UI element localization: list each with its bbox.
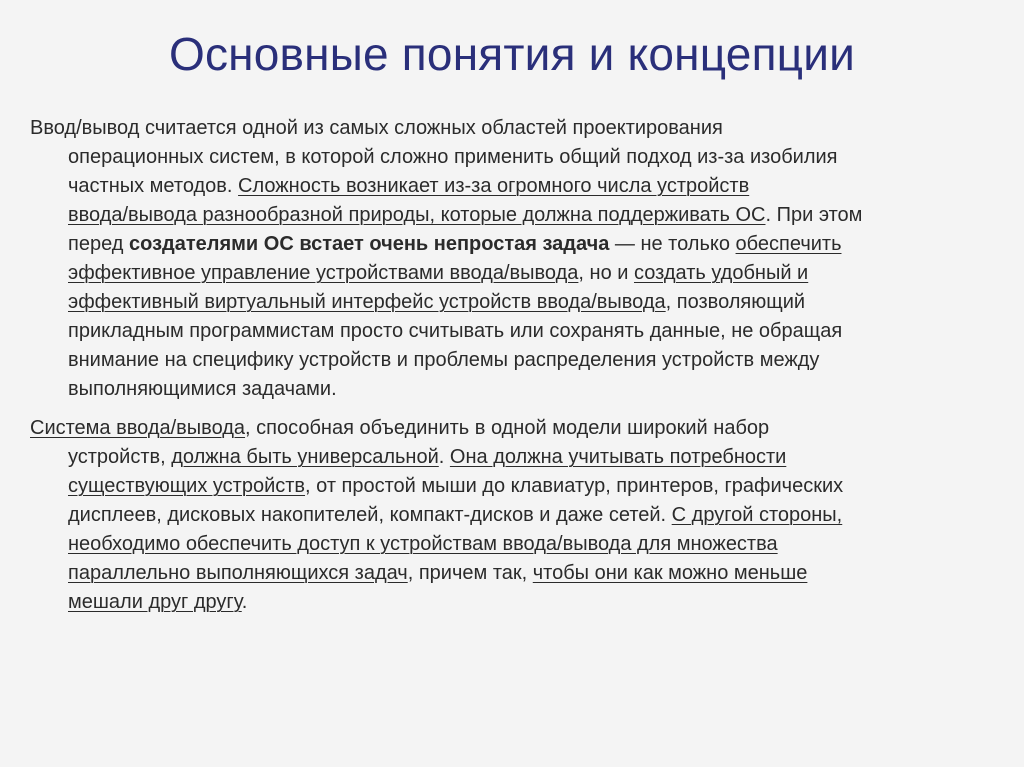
text-run: выполняющимися задачами. [68, 378, 337, 400]
underlined-phrase: эффективный виртуальный интерфейс устройств ввода/вывода [68, 291, 666, 313]
underlined-phrase: эффективное управление устройствами ввода/вывода [68, 262, 579, 284]
underlined-phrase: должна быть универсальной [171, 446, 439, 468]
text-line [30, 559, 970, 588]
underlined-phrase: Она должна учитывать потребности [449, 446, 787, 468]
underlined-phrase: чтобы они как можно меньше [532, 562, 808, 584]
text-line [30, 172, 970, 201]
text-run: , но и [578, 262, 634, 284]
text-line [30, 114, 970, 143]
underlined-phrase: мешали друг другу [68, 591, 242, 613]
underlined-phrase: создать удобный и [633, 262, 809, 284]
text-run: перед [68, 233, 129, 255]
underlined-phrase: С другой стороны, [671, 504, 843, 526]
paragraph-io-system [30, 414, 970, 617]
underlined-phrase: Сложность возникает из-за огромного числа устройств [238, 175, 750, 197]
text-line [30, 501, 970, 530]
text-line [30, 317, 970, 346]
slide-title: Основные понятия и концепции [168, 28, 856, 80]
text-run: внимание на специфику устройств и проблемы распределения устройств между [68, 349, 820, 371]
text-line [30, 414, 970, 443]
underlined-phrase: Система ввода/вывода [30, 417, 246, 439]
text-run: . [438, 446, 450, 468]
text-run: , причем так, [407, 562, 533, 584]
text-run: , позволяющий [665, 291, 806, 313]
text-run: , от простой мыши до клавиатур, принтеров, графических [305, 475, 844, 497]
underlined-phrase: необходимо обеспечить доступ к устройствам ввода/вывода для множества [68, 533, 778, 555]
text-line [30, 230, 970, 259]
text-run: Ввод/вывод считается одной из самых сложных областей проектирования [30, 117, 723, 139]
text-line [30, 588, 970, 617]
text-run: устройств, [68, 446, 172, 468]
underlined-phrase: параллельно выполняющихся задач [68, 562, 408, 584]
underlined-phrase: существующих устройств [68, 475, 306, 497]
text-line [30, 346, 970, 375]
paragraph-io-complexity [30, 114, 970, 404]
underlined-phrase: ввода/вывода разнообразной природы, которые должна поддерживать ОС [68, 204, 766, 226]
text-run: . При этом [765, 204, 863, 226]
text-line [30, 375, 970, 404]
text-line [30, 288, 970, 317]
bold-phrase: создателями ОС встает очень непростая задача [129, 233, 610, 255]
text-run: операционных систем, в которой сложно применить общий подход из-за изобилия [68, 146, 838, 168]
text-run: . [241, 591, 248, 613]
text-line [30, 259, 970, 288]
text-run: прикладным программистам просто считывать или сохранять данные, не обращая [68, 320, 843, 342]
text-line [30, 472, 970, 501]
text-run: — не только [609, 233, 736, 255]
text-run: дисплеев, дисковых накопителей, компакт-дисков и даже сетей. [68, 504, 672, 526]
underlined-phrase: обеспечить [735, 233, 842, 255]
text-line [30, 530, 970, 559]
text-line [30, 143, 970, 172]
text-line [30, 443, 970, 472]
text-run: , способная объединить в одной модели широкий набор [245, 417, 770, 439]
text-line [30, 201, 970, 230]
text-run: частных методов. [68, 175, 239, 197]
